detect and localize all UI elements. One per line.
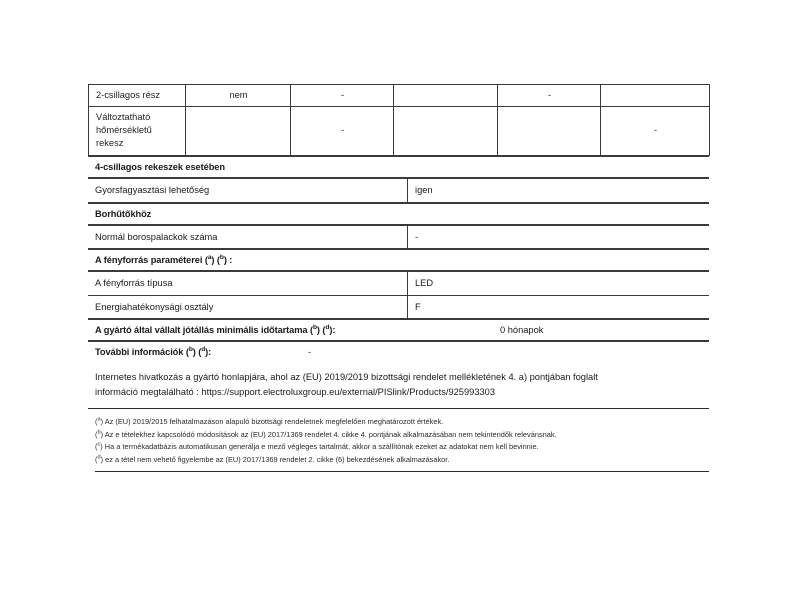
warranty-value: 0 hónapok bbox=[488, 320, 709, 341]
row-key-fast-freeze: Gyorsfagyasztási lehetőség bbox=[88, 178, 408, 202]
further-info-label: További információk ($^b$) ($^d$): bbox=[88, 342, 298, 363]
table-row bbox=[89, 85, 710, 107]
info-line-2: információ megtalálható : https://support.electroluxgroup.eu/external/PISlink/Products/925993303 bbox=[95, 386, 496, 397]
compartment-table bbox=[88, 84, 710, 156]
table-row bbox=[89, 106, 710, 155]
footnote-ref-b: b bbox=[219, 253, 224, 261]
cell-two-star-3 bbox=[394, 85, 498, 107]
row-value-energy-class: F bbox=[408, 295, 710, 319]
manufacturer-website-info bbox=[88, 362, 709, 409]
row-key-light-source-type: A fényforrás típusa bbox=[88, 272, 408, 296]
footnote-c: ($^c$) Ha a termékadatbázis automatikusan generálja e mező végleges tartalmát, akkor a szállítónak ezeket az adatokat nem kell bevinnie. bbox=[95, 441, 539, 452]
row-label-two-star: 2-csillagos rész bbox=[89, 85, 186, 107]
footnote-ref-b: b bbox=[188, 346, 193, 354]
footnote-marker-d: d bbox=[97, 454, 101, 461]
four-star-rows bbox=[88, 178, 709, 203]
row-label-variable-temp: Változtatható hőmérsékletű rekesz bbox=[89, 106, 186, 155]
footnote-c-text: ) Ha a termékadatbázis automatikusan generálja e mező végleges tartalmát, akkor a szállítónak ezeket az adatokat nem kell bevinnie. bbox=[100, 442, 539, 452]
cell-variable-temp-1 bbox=[186, 106, 291, 155]
warranty-label: A gyártó által vállalt jótállás minimális időtartama ($^b$) ($^d$): bbox=[88, 320, 488, 341]
row-key-wine-bottles: Normál borospalackok száma bbox=[88, 225, 408, 249]
section-header-four-star bbox=[88, 156, 709, 178]
table-row bbox=[88, 272, 709, 296]
product-information-sheet bbox=[88, 84, 709, 472]
heading-text: A fényforrás paraméterei bbox=[95, 255, 205, 266]
footnotes-bottom-rule bbox=[95, 471, 709, 472]
warranty-label-text: A gyártó által vállalt jótállás minimális időtartama bbox=[95, 325, 310, 336]
heading-tail: : bbox=[226, 255, 233, 266]
warranty-label-tail: : bbox=[332, 325, 336, 336]
section-header-light-source bbox=[88, 249, 709, 271]
row-value-light-source-type: LED bbox=[408, 272, 710, 296]
further-info-label-tail: : bbox=[208, 347, 212, 358]
footnote-d: ($^d$) ez a tétel nem vehető figyelembe az (EU) 2017/1369 rendelet 2. cikke (6) bekezdésének alkalmazásakor. bbox=[95, 454, 450, 465]
warranty-row bbox=[88, 319, 709, 341]
row-value-wine-bottles: - bbox=[408, 225, 710, 249]
row-value-fast-freeze: igen bbox=[408, 178, 710, 202]
further-info-label-text: További információk bbox=[95, 347, 186, 358]
table-row bbox=[88, 178, 709, 202]
section-heading-four-star: 4-csillagos rekeszek esetében bbox=[88, 156, 709, 177]
footnote-ref-d: d bbox=[201, 346, 206, 354]
section-heading-light-source: A fényforrás paraméterei ($^a$) ($^b$) : bbox=[88, 250, 709, 271]
footnote-ref-b: b bbox=[312, 324, 317, 332]
cell-two-star-5 bbox=[601, 85, 710, 107]
section-heading-wine-coolers: Borhűtőkhöz bbox=[88, 203, 709, 224]
cell-two-star-2: - bbox=[291, 85, 394, 107]
footnote-d-text: ) ez a tétel nem vehető figyelembe az (EU) 2017/1369 rendelet 2. cikke (6) bekezdésének alkalmazásakor. bbox=[100, 455, 450, 465]
light-source-rows bbox=[88, 271, 709, 319]
info-line-1: Internetes hivatkozás a gyártó honlapjára, ahol az (EU) 2019/2019 bizottsági rendelet mellékletének 4. a) pontjában foglalt bbox=[95, 372, 598, 383]
section-header-wine-coolers bbox=[88, 203, 709, 225]
cell-variable-temp-4 bbox=[498, 106, 601, 155]
cell-variable-temp-5: - bbox=[601, 106, 710, 155]
footnote-marker-c: c bbox=[97, 441, 101, 448]
row-key-energy-class: Energiahatékonysági osztály bbox=[88, 295, 408, 319]
wine-cooler-rows bbox=[88, 225, 709, 250]
footnotes-block bbox=[88, 409, 709, 472]
cell-two-star-1: nem bbox=[186, 85, 291, 107]
footnote-a: ($^a$) Az (EU) 2019/2015 felhatalmazáson alapuló bizottsági rendeletnek megfelelően meghatározott értékek. bbox=[95, 416, 444, 426]
cell-variable-temp-2: - bbox=[291, 106, 394, 155]
further-info-value: - bbox=[298, 342, 709, 363]
footnote-ref-d: d bbox=[325, 324, 330, 332]
footnote-marker-a: a bbox=[97, 416, 101, 423]
table-row bbox=[88, 295, 709, 319]
cell-variable-temp-3 bbox=[394, 106, 498, 155]
cell-two-star-4: - bbox=[498, 85, 601, 107]
footnote-a-text: ) Az (EU) 2019/2015 felhatalmazáson alapuló bizottsági rendeletnek megfelelően meghatározott értékek. bbox=[100, 416, 444, 426]
further-info-row bbox=[88, 341, 709, 362]
footnote-b-text: ) Az e tételekhez kapcsolódó módosítások az (EU) 2017/1369 rendelet 4. cikke 4. pontjának alkalmazásában nem tekintendők relevánsnak. bbox=[100, 429, 557, 439]
table-row bbox=[88, 225, 709, 249]
footnote-marker-b: b bbox=[97, 429, 101, 436]
footnote-ref-a: a bbox=[207, 253, 212, 261]
footnote-b: ($^b$) Az e tételekhez kapcsolódó módosítások az (EU) 2017/1369 rendelet 4. cikke 4. pontjának alkalmazásában nem tekintendők relevánsnak. bbox=[95, 429, 557, 439]
